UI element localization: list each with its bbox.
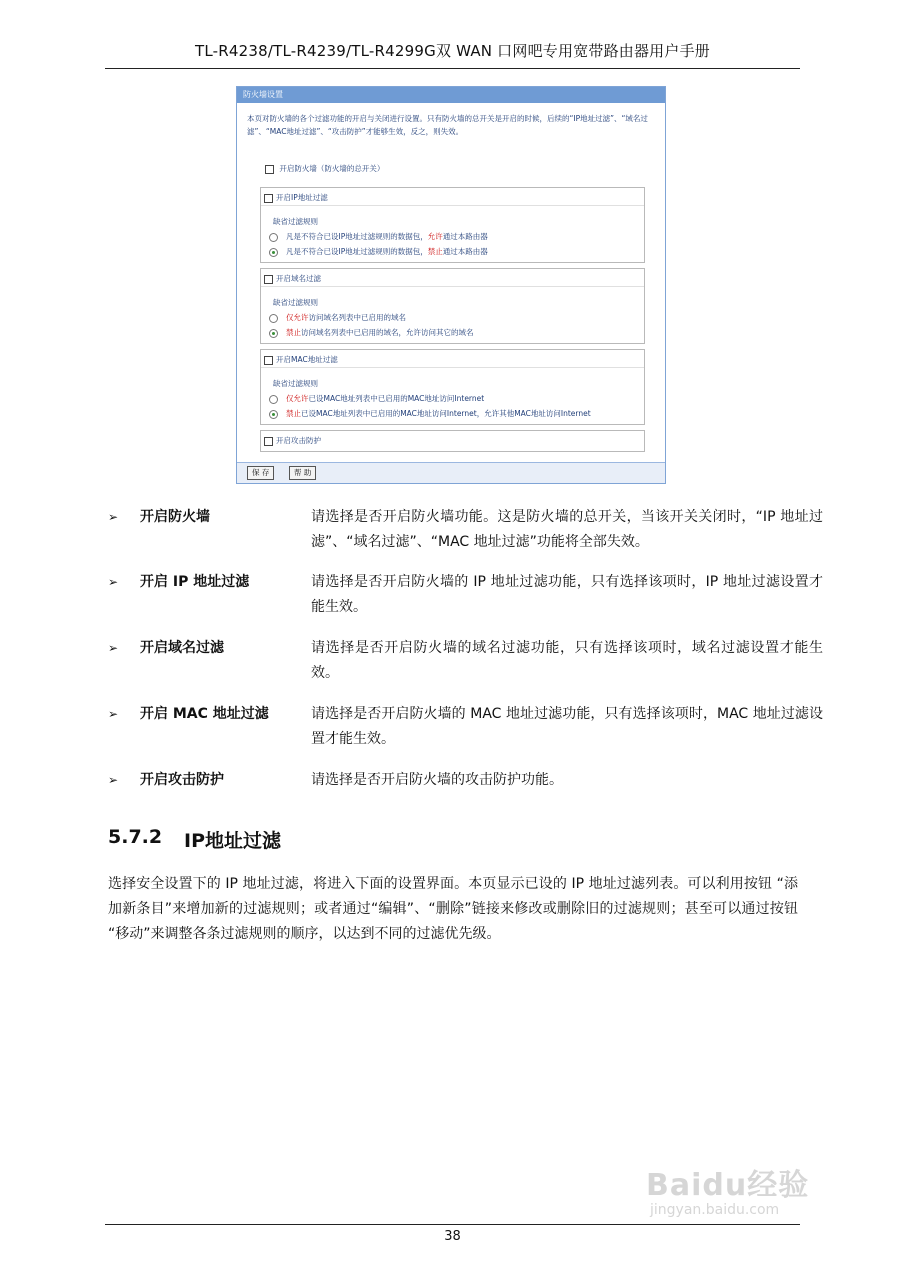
option-keyword: 允许 [427, 232, 443, 241]
domain-filter-allow-radio[interactable] [269, 314, 278, 323]
ip-filter-label: 开启IP地址过滤 [276, 193, 328, 202]
baidu-watermark-logo: Baidu经验 [646, 1168, 810, 1203]
ip-filter-allow-radio[interactable] [269, 233, 278, 242]
ip-filter-checkbox[interactable] [264, 194, 273, 203]
mac-filter-group [260, 349, 645, 425]
mac-filter-checkbox[interactable] [264, 356, 273, 365]
option-keyword: 仅允许 [286, 394, 309, 403]
bullet-icon: ➢ [108, 773, 119, 787]
option-text: 通过本路由器 [442, 247, 488, 256]
section-paragraph: 选择安全设置下的 IP 地址过滤，将进入下面的设置界面。本页显示已设的 IP 地址过滤列表。可以利用按钮 “添加新条目”来增加新的过滤规则；或者通过“编辑”、“删除”链接来修改或删除旧的过滤规则；甚至可以通过按钮 “移动”来调整各条过滤规则的顺序，以达到不同的过滤优先级。 [108, 876, 798, 942]
ip-filter-toggle[interactable] [264, 192, 328, 203]
feature-desc: 请选择是否开启防火墙的域名过滤功能，只有选择该项时，域名过滤设置才能生效。 [311, 640, 823, 681]
firewall-master-switch[interactable] [265, 163, 384, 174]
feature-term: 开启防火墙 [140, 509, 210, 525]
feature-desc: 请选择是否开启防火墙的攻击防护功能。 [311, 772, 563, 788]
ip-filter-allow-option[interactable] [269, 231, 488, 242]
feature-term: 开启域名过滤 [140, 640, 224, 656]
page-number: 38 [444, 1229, 461, 1244]
firewall-master-checkbox[interactable] [265, 165, 274, 174]
bullet-icon: ➢ [108, 641, 119, 655]
firewall-panel-footer [237, 462, 665, 483]
feature-desc: 请选择是否开启防火墙功能。这是防火墙的总开关，当该开关关闭时，“IP 地址过滤”、“域名过滤”、“MAC 地址过滤”功能将全部失效。 [311, 509, 823, 550]
option-text: 凡是不符合已设IP地址过滤规则的数据包， [286, 247, 428, 256]
divider [261, 367, 644, 368]
option-text: 访问域名列表中已启用的域名 [308, 313, 406, 322]
mac-filter-deny-radio[interactable] [269, 410, 278, 419]
domain-filter-group [260, 268, 645, 344]
feature-desc: 请选择是否开启防火墙的 MAC 地址过滤功能，只有选择该项时，MAC 地址过滤设置才能生效。 [311, 706, 823, 747]
domain-filter-deny-option[interactable] [269, 327, 474, 338]
mac-filter-default-rule: 缺省过滤规则 [273, 379, 318, 388]
feature-desc: 请选择是否开启防火墙的 IP 地址过滤功能，只有选择该项时，IP 地址过滤设置才能生效。 [311, 574, 823, 615]
mac-filter-allow-radio[interactable] [269, 395, 278, 404]
footer-divider [105, 1224, 800, 1225]
attack-protection-checkbox[interactable] [264, 437, 273, 446]
ip-filter-deny-radio[interactable] [269, 248, 278, 257]
divider [261, 286, 644, 287]
baidu-watermark-url: jingyan.baidu.com [650, 1202, 780, 1218]
option-text: 通过本路由器 [442, 232, 488, 241]
domain-filter-deny-radio[interactable] [269, 329, 278, 338]
bullet-icon: ➢ [108, 575, 119, 589]
domain-filter-toggle[interactable] [264, 273, 321, 284]
attack-protection-group [260, 430, 645, 452]
feature-term: 开启攻击防护 [140, 772, 224, 788]
firewall-panel-description: 本页对防火墙的各个过滤功能的开启与关闭进行设置。只有防火墙的总开关是开启的时候，后续的“IP地址过滤”、“域名过滤”、“MAC地址过滤”、“攻击防护”才能够生效，反之，则失效。 [247, 114, 648, 136]
firewall-settings-screenshot [236, 86, 666, 484]
firewall-master-label: 开启防火墙（防火墙的总开关） [279, 164, 385, 173]
domain-filter-label: 开启域名过滤 [276, 274, 321, 283]
ip-filter-default-rule: 缺省过滤规则 [273, 217, 318, 226]
mac-filter-deny-option[interactable] [269, 408, 591, 419]
header-divider [105, 68, 800, 69]
mac-filter-allow-option[interactable] [269, 393, 484, 404]
feature-term: 开启 MAC 地址过滤 [140, 706, 269, 722]
feature-term: 开启 IP 地址过滤 [140, 574, 250, 590]
bullet-icon: ➢ [108, 510, 119, 524]
bullet-icon: ➢ [108, 707, 119, 721]
option-keyword: 禁止 [286, 409, 301, 418]
option-text: 已设MAC地址列表中已启用的MAC地址访问Internet [308, 394, 485, 403]
option-keyword: 仅允许 [286, 313, 309, 322]
domain-filter-checkbox[interactable] [264, 275, 273, 284]
option-text: 凡是不符合已设IP地址过滤规则的数据包， [286, 232, 428, 241]
help-button[interactable]: 帮 助 [289, 466, 316, 480]
attack-protection-toggle[interactable] [264, 435, 321, 446]
domain-filter-default-rule: 缺省过滤规则 [273, 298, 318, 307]
ip-filter-group [260, 187, 645, 263]
domain-filter-allow-option[interactable] [269, 312, 406, 323]
ip-filter-deny-option[interactable] [269, 246, 488, 257]
option-keyword: 禁止 [286, 328, 301, 337]
mac-filter-label: 开启MAC地址过滤 [276, 355, 338, 364]
attack-protection-label: 开启攻击防护 [276, 436, 321, 445]
option-text: 已设MAC地址列表中已启用的MAC地址访问Internet，允许其他MAC地址访问Internet [301, 409, 591, 418]
save-button[interactable]: 保 存 [247, 466, 274, 480]
divider [261, 205, 644, 206]
section-number: 5.7.2 [108, 826, 163, 848]
page-header-title: TL-R4238/TL-R4239/TL-R4299G双 WAN 口网吧专用宽带路由器用户手册 [195, 42, 710, 60]
option-keyword: 禁止 [427, 247, 443, 256]
option-text: 访问域名列表中已启用的域名，允许访问其它的域名 [301, 328, 474, 337]
firewall-panel-title: 防火墙设置 [237, 87, 665, 103]
mac-filter-toggle[interactable] [264, 354, 338, 365]
section-title: IP地址过滤 [184, 830, 281, 852]
